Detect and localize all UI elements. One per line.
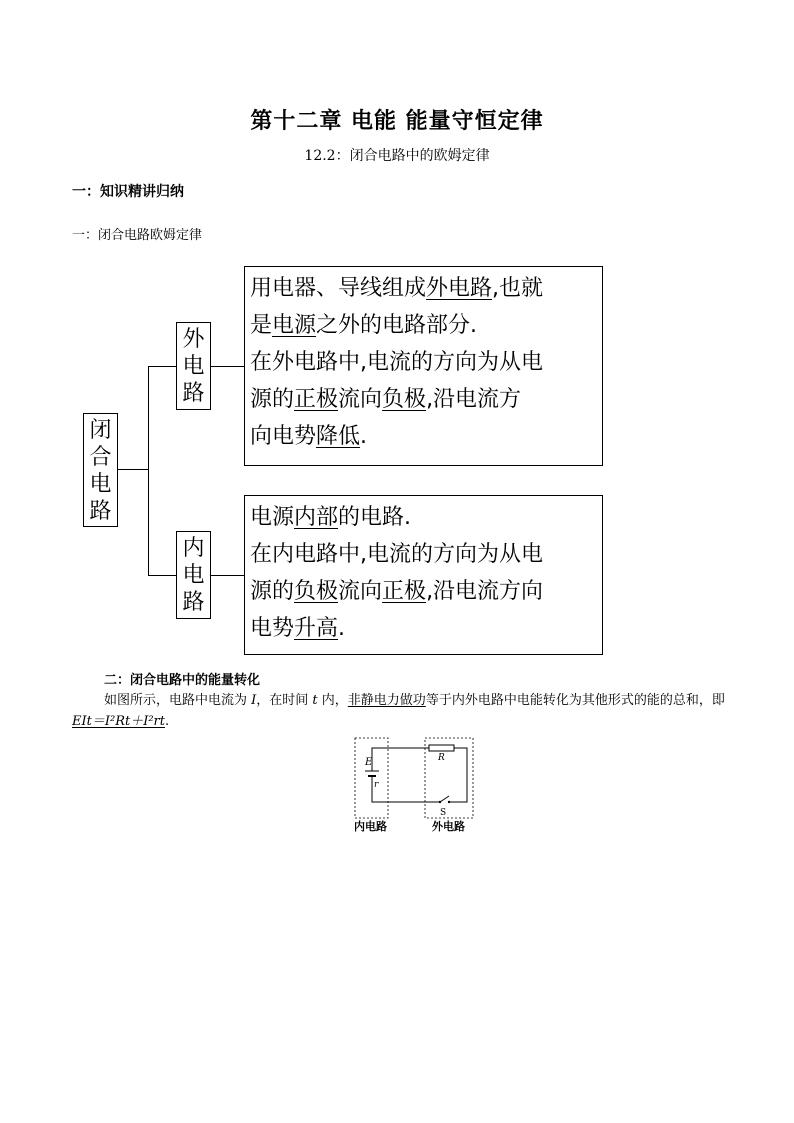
label-char: 电 [182, 563, 205, 588]
text-run: 电势 [250, 616, 295, 641]
key-term: 电源 [272, 313, 317, 338]
text-run: . [360, 424, 368, 449]
text-run: 是 [250, 313, 273, 338]
text-run: 向电势 [250, 424, 317, 449]
text-run: 在外电路中,电流的方向为从电 [250, 350, 543, 375]
outer-circuit-label [176, 322, 211, 410]
var-time: t [312, 693, 318, 708]
connector-outer [148, 366, 176, 367]
circuit-figure [352, 735, 482, 839]
key-term: 负极 [294, 579, 339, 604]
resistor-symbol [429, 745, 454, 751]
section-subtitle: 12.2：闭合电路中的欧姆定律 [304, 148, 490, 164]
caption-outer-circuit: 外电路 [432, 820, 465, 833]
label-char: 内 [182, 536, 205, 561]
inner-circuit-description [244, 495, 603, 655]
key-term: 负极 [382, 387, 427, 412]
energy-paragraph [72, 690, 732, 732]
connector-outer-right [211, 366, 244, 367]
label-char: 路 [182, 381, 205, 406]
description-line [250, 270, 602, 307]
var-current: I [251, 693, 257, 708]
label-char: 路 [182, 590, 205, 615]
key-term: 外电路 [426, 276, 493, 301]
label-internal-resistance: r [374, 780, 379, 790]
text-run: 在内电路中,电流的方向为从电 [250, 542, 543, 567]
description-line [250, 381, 602, 418]
heading-energy-conversion: 二：闭合电路中的能量转化 [104, 673, 261, 688]
root-box-closed-circuit [83, 413, 118, 527]
label-emf: E [365, 757, 373, 768]
root-char: 合 [89, 445, 112, 470]
connector-vertical [148, 366, 149, 575]
label-char: 外 [182, 327, 205, 352]
text-run: 源的 [250, 387, 295, 412]
text-run: 等于内外电路中电能转化为其他形式的能的总和，即 [425, 693, 725, 708]
key-term: 升高 [294, 616, 339, 641]
text-run: . [165, 714, 170, 729]
text-run: 电源 [250, 505, 295, 530]
text-run: 源的 [250, 579, 295, 604]
text-run: 流向 [338, 579, 383, 604]
text-run: ,沿电流方 [426, 387, 522, 412]
description-line [250, 418, 602, 455]
text-run: 如图所示，电路中电流为 [104, 693, 252, 708]
root-char: 路 [89, 499, 112, 524]
description-line [250, 610, 602, 647]
description-line [250, 573, 602, 610]
key-term: 降低 [316, 424, 361, 449]
switch-symbol [440, 796, 449, 802]
text-run: 内， [317, 693, 348, 708]
connector-inner [148, 575, 176, 576]
text-run: . [338, 616, 346, 641]
description-line [250, 536, 602, 573]
text-run: 用电器、导线组成 [250, 276, 427, 301]
inner-circuit-label [176, 531, 211, 619]
energy-formula: EIt＝I²Rt＋I²rt [72, 714, 165, 729]
outer-circuit-description [244, 266, 603, 466]
description-line [250, 344, 602, 381]
text-run: ，在时间 [256, 693, 313, 708]
caption-inner-circuit: 内电路 [354, 820, 387, 833]
connector-root [118, 469, 148, 470]
key-term: 内部 [294, 505, 339, 530]
text-run: ,也就 [492, 276, 544, 301]
description-line [250, 499, 602, 536]
text-run: 之外的电路部分. [316, 313, 478, 338]
root-char: 电 [89, 472, 112, 497]
underlined-term: 非静电力做功 [347, 693, 426, 708]
label-switch: S [440, 808, 447, 818]
key-term: 正极 [382, 579, 427, 604]
connector-inner-right [211, 575, 244, 576]
label-resistor: R [438, 753, 445, 763]
text-run: 流向 [338, 387, 383, 412]
heading-knowledge: 一：知识精讲归纳 [72, 184, 184, 200]
heading-ohms-law: 一：闭合电路欧姆定律 [72, 228, 203, 243]
description-line [250, 307, 602, 344]
label-char: 电 [182, 354, 205, 379]
root-char: 闭 [89, 418, 112, 443]
text-run: 的电路. [338, 505, 412, 530]
text-run: ,沿电流方向 [426, 579, 544, 604]
key-term: 正极 [294, 387, 339, 412]
chapter-title: 第十二章 电能 能量守恒定律 [250, 108, 544, 134]
